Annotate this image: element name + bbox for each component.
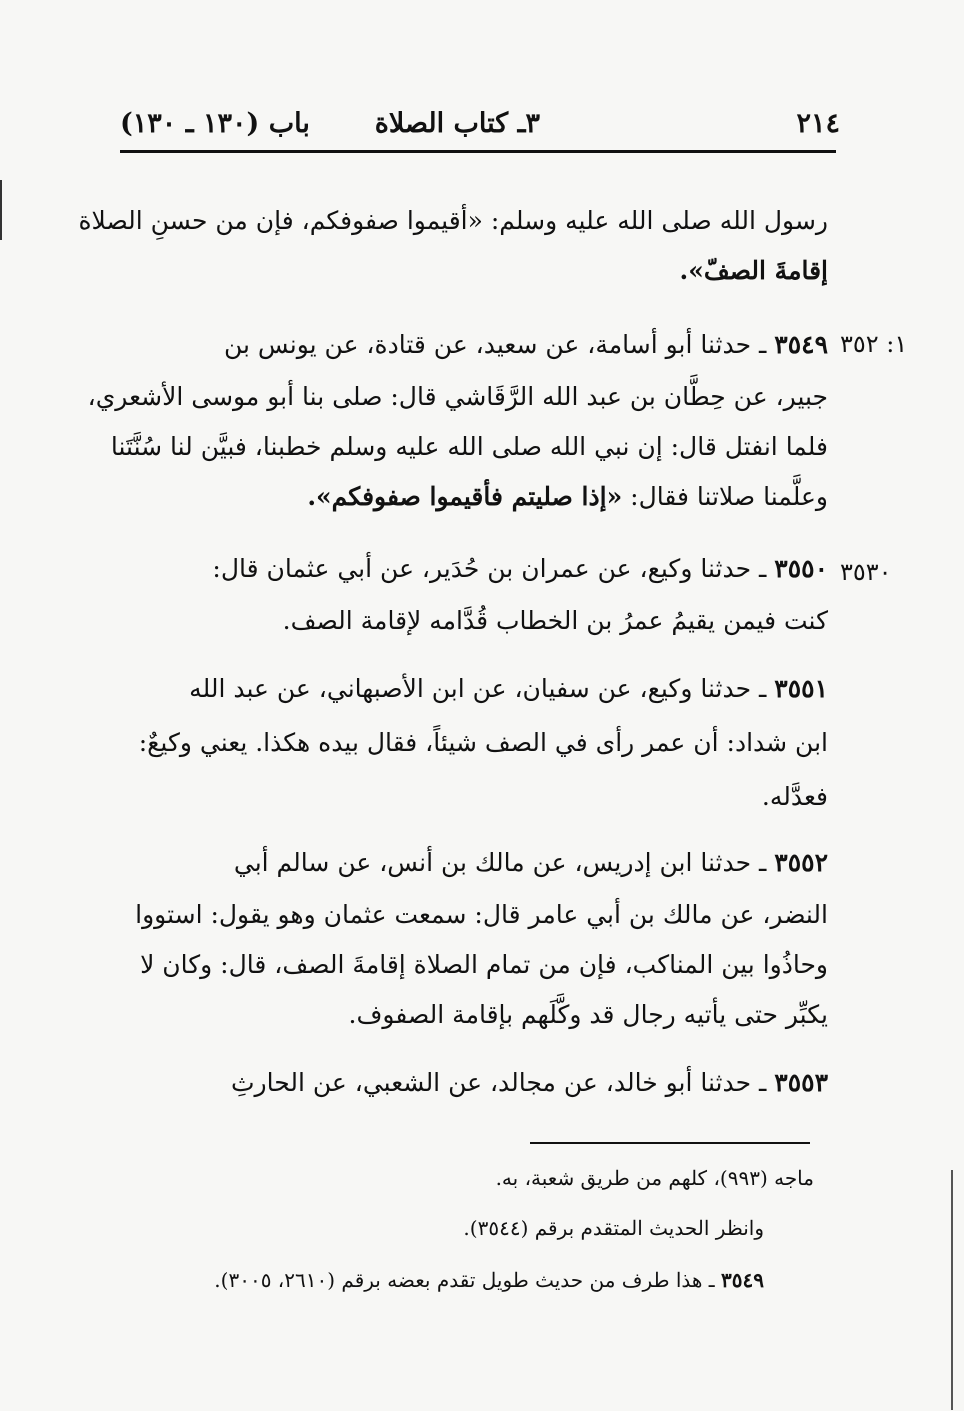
book-title: ٣ـ كتاب الصلاة bbox=[374, 108, 540, 139]
hadith-line: ابن شداد: أن عمر رأى في الصف شيئاً، فقال بيده هكذا. يعني وكيعٌ: bbox=[138, 728, 828, 757]
hadith-line: فعدَّله. bbox=[761, 782, 828, 811]
text-line: إقامةَ الصفّ». bbox=[679, 256, 828, 285]
text-line: رسول الله صلى الله عليه وسلم: «أقيموا صفوفكم، فإن من حسنِ الصلاة bbox=[78, 206, 828, 235]
hadith-line: كنت فيمن يقيمُ عمرُ بن الخطاب قُدَّامه لإقامة الصف. bbox=[282, 606, 828, 635]
hadith-line: ٣٥٤٩ ـ حدثنا أبو أسامة، عن سعيد، عن قتادة، عن يونس بن bbox=[223, 330, 828, 359]
footnote-rule bbox=[530, 1142, 810, 1144]
footnote-line: ماجه (٩٩٣)، كلهم من طريق شعبة، به. bbox=[495, 1166, 814, 1190]
scan-edge bbox=[951, 1170, 953, 1410]
hadith-number: ٣٥٥٠ bbox=[774, 554, 828, 583]
header-rule bbox=[120, 150, 836, 153]
hadith-line: جبير، عن حِطَّان بن عبد الله الرَّقَاشي قال: صلى بنا أبو موسى الأشعري، bbox=[87, 382, 828, 411]
footnote-line: وانظر الحديث المتقدم برقم (٣٥٤٤). bbox=[463, 1216, 764, 1240]
chapter-range: باب (١٣٠ ـ ١٣٠) bbox=[120, 108, 310, 139]
hadith-number: ٣٥٥١ bbox=[774, 674, 828, 703]
hadith-line: ٣٥٥٢ ـ حدثنا ابن إدريس، عن مالك بن أنس، عن سالم أبي bbox=[233, 848, 828, 877]
scan-edge bbox=[0, 180, 2, 240]
hadith-line: وعلَّمنا صلاتنا فقال: «إذا صليتم فأقيموا صفوفكم». bbox=[307, 482, 828, 511]
hadith-line: وحاذُوا بين المناكب، فإن من تمام الصلاة إقامةَ الصف، قال: وكان لا bbox=[140, 950, 828, 979]
hadith-line: ٣٥٥٣ ـ حدثنا أبو خالد، عن مجالد، عن الشعبي، عن الحارثِ bbox=[230, 1068, 828, 1097]
margin-reference: ١: ٣٥٢ bbox=[840, 330, 908, 358]
hadith-line: ٣٥٥٠ ـ حدثنا وكيع، عن عمران بن حُدَير، عن أبي عثمان قال: bbox=[212, 554, 828, 583]
hadith-line: فلما انفتل قال: إن نبي الله صلى الله عليه وسلم خطبنا، فبيَّن لنا سُنَّتَنا bbox=[110, 432, 828, 461]
hadith-line: ٣٥٥١ ـ حدثنا وكيع، عن سفيان، عن ابن الأصبهاني، عن عبد الله bbox=[189, 674, 828, 703]
hadith-line: يكبِّر حتى يأتيه رجال قد وكَّلَهم بإقامة الصفوف. bbox=[348, 1000, 828, 1029]
hadith-number: ٣٥٥٣ bbox=[774, 1068, 828, 1097]
footnote-line: ٣٥٤٩ ـ هذا طرف من حديث طويل تقدم بعضه برقم (٢٦١٠، ٣٠٠٥). bbox=[214, 1268, 764, 1292]
running-header bbox=[120, 108, 840, 154]
hadith-number: ٣٥٥٢ bbox=[774, 848, 828, 877]
hadith-line: النضر، عن مالك بن أبي عامر قال: سمعت عثمان وهو يقول: استووا bbox=[135, 900, 828, 929]
hadith-number: ٣٥٤٩ bbox=[774, 330, 828, 359]
footnote-number: ٣٥٤٩ bbox=[721, 1268, 764, 1292]
page-number: ٢١٤ bbox=[796, 108, 840, 139]
margin-reference: ٣٥٣٠ bbox=[840, 558, 892, 586]
